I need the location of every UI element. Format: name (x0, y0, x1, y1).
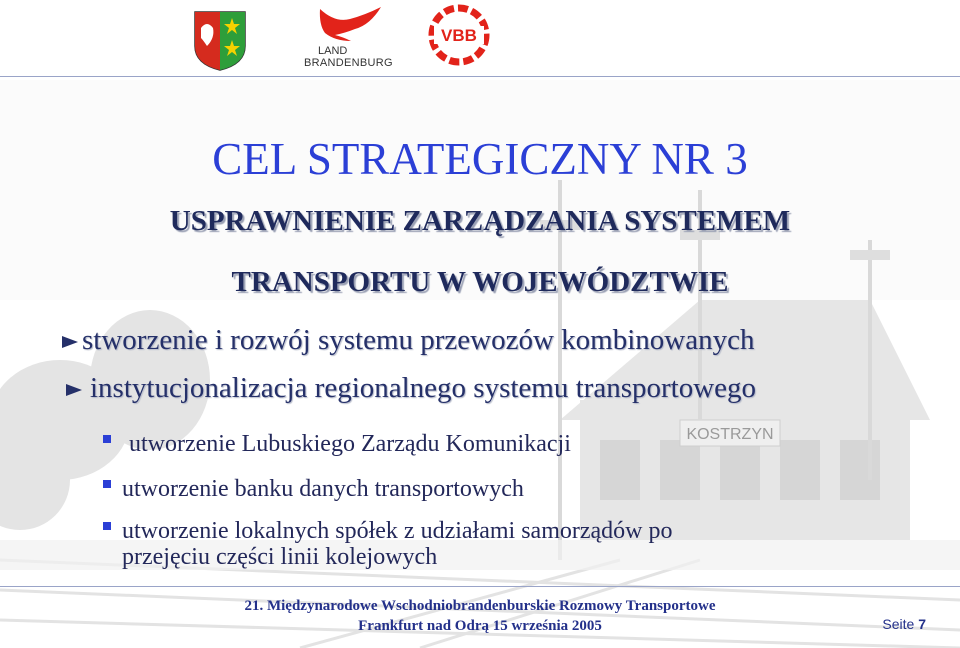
sub-bullet-item (105, 476, 524, 502)
footer-place-date: Frankfurt nad Odrą 15 września 2005 (358, 618, 602, 634)
sub-bullet-text: utworzenie banku danych transportowych (122, 476, 524, 502)
bullet-text: stworzenie i rozwój systemu przewozów kombinowanych (82, 324, 755, 356)
eagle-icon (315, 5, 385, 45)
land-brandenburg-logo (300, 5, 400, 71)
slide-subtitle-line2: TRANSPORTU W WOJEWÓDZTWIE (231, 266, 729, 298)
header-divider (0, 76, 960, 77)
slide-title: CEL STRATEGICZNY NR 3 (212, 134, 748, 184)
slide-subtitle-line1: USPRAWNIENIE ZARZĄDZANIA SYSTEMEM (169, 205, 791, 237)
station-sign: KOSTRZYN (686, 426, 774, 443)
page-number: 7 (918, 616, 926, 632)
page-label: Seite (882, 616, 915, 632)
sub-bullet-item (105, 431, 571, 457)
vbb-logo (428, 4, 490, 66)
sub-bullet-text-continued: przejęciu części linii kolejowych (122, 544, 438, 570)
sub-bullet-text: utworzenie lokalnych spółek z udziałami samorządów po (122, 518, 673, 544)
bullet-item (66, 372, 756, 405)
bullet-text: instytucjonalizacja regionalnego systemu transportowego (90, 372, 757, 404)
square-bullet-icon (103, 435, 111, 443)
sub-bullet-text: utworzenie Lubuskiego Zarządu Komunikacji (129, 431, 571, 457)
footer-divider (0, 586, 960, 587)
arrow-bullet-icon (62, 334, 78, 350)
page-indicator (882, 616, 926, 632)
square-bullet-icon (103, 522, 111, 530)
sub-bullet-item (105, 518, 673, 570)
brandenburg-label-line2: BRANDENBURG (304, 57, 393, 69)
bullet-item (62, 324, 754, 357)
arrow-bullet-icon (66, 382, 82, 398)
brandenburg-label-line1: LAND (318, 45, 348, 57)
square-bullet-icon (103, 480, 111, 488)
vbb-label: VBB (441, 26, 477, 45)
coat-of-arms-logo (193, 10, 247, 72)
footer-event-name: 21. Międzynarodowe Wschodniobrandenburskie Rozmowy Transportowe (244, 598, 716, 614)
